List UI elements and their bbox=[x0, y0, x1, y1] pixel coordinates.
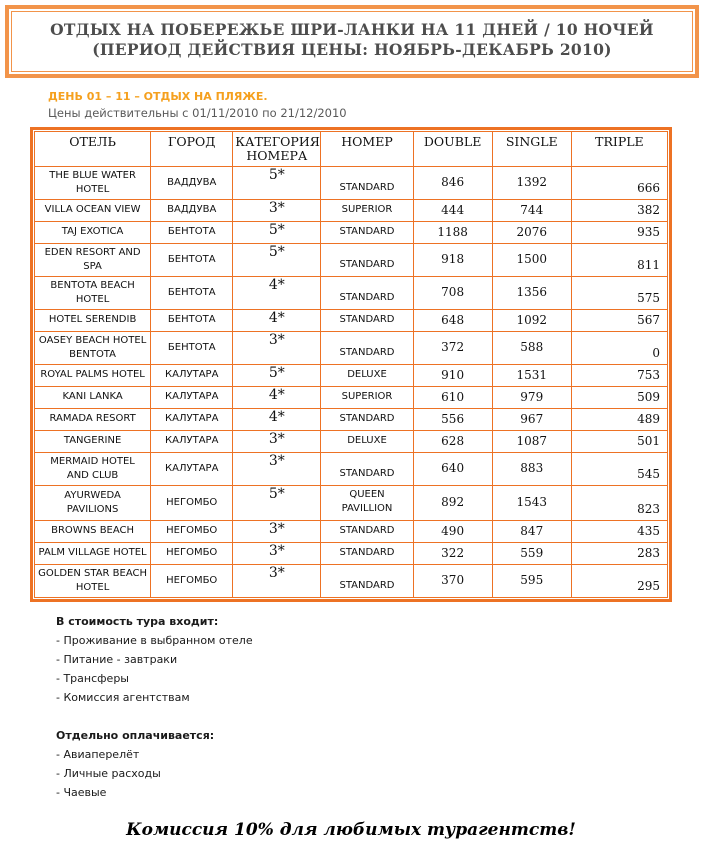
price-validity-text: Цены действительны с 01/11/2010 по 21/12/2010 bbox=[48, 105, 347, 120]
category-cell: 4* bbox=[233, 386, 321, 408]
single-price-cell: 1092 bbox=[492, 309, 571, 331]
table-row bbox=[35, 430, 668, 452]
paid-separately-item: - Чаевые bbox=[56, 785, 107, 799]
room-type-cell: STANDARD bbox=[321, 309, 413, 331]
single-price-cell: 883 bbox=[492, 452, 571, 485]
table-header-row bbox=[35, 131, 668, 166]
table-row bbox=[35, 542, 668, 564]
category-cell: 5* bbox=[233, 243, 321, 276]
room-type-cell: QUEEN PAVILLION bbox=[321, 485, 413, 520]
room-type-cell: STANDARD bbox=[321, 331, 413, 364]
city-cell: БЕНТОТА bbox=[151, 276, 233, 309]
hotel-name-cell: PALM VILLAGE HOTEL bbox=[35, 542, 151, 564]
hotel-name-cell: EDEN RESORT AND SPA bbox=[35, 243, 151, 276]
category-cell: 3* bbox=[233, 199, 321, 221]
hotel-name-cell: ROYAL PALMS HOTEL bbox=[35, 364, 151, 386]
paid-separately-item: - Авиаперелёт bbox=[56, 747, 140, 761]
hotel-name-cell: HOTEL SERENDIB bbox=[35, 309, 151, 331]
single-price-cell: 967 bbox=[492, 408, 571, 430]
table-row bbox=[35, 166, 668, 199]
title-box bbox=[5, 5, 699, 78]
hotel-name-cell: BROWNS BEACH bbox=[35, 520, 151, 542]
table-row bbox=[35, 485, 668, 520]
double-price-cell: 640 bbox=[413, 452, 492, 485]
double-price-cell: 490 bbox=[413, 520, 492, 542]
room-type-cell: SUPERIOR bbox=[321, 199, 413, 221]
double-price-cell: 556 bbox=[413, 408, 492, 430]
single-price-cell: 1392 bbox=[492, 166, 571, 199]
hotel-name-cell: GOLDEN STAR BEACH HOTEL bbox=[35, 564, 151, 597]
single-price-cell: 979 bbox=[492, 386, 571, 408]
triple-price-cell: 295 bbox=[571, 564, 667, 597]
table-row bbox=[35, 309, 668, 331]
triple-price-cell: 567 bbox=[571, 309, 667, 331]
city-cell: КАЛУТАРА bbox=[151, 386, 233, 408]
city-cell: КАЛУТАРА bbox=[151, 364, 233, 386]
single-price-cell: 744 bbox=[492, 199, 571, 221]
room-type-cell: STANDARD bbox=[321, 166, 413, 199]
triple-price-cell: 545 bbox=[571, 452, 667, 485]
table-row bbox=[35, 199, 668, 221]
triple-price-cell: 753 bbox=[571, 364, 667, 386]
hotel-name-cell: TANGERINE bbox=[35, 430, 151, 452]
day-subtitle: ДЕНЬ 01 – 11 – ОТДЫХ НА ПЛЯЖЕ. bbox=[48, 89, 268, 103]
category-cell: 5* bbox=[233, 221, 321, 243]
room-type-cell: STANDARD bbox=[321, 276, 413, 309]
hotel-name-cell: KANI LANKA bbox=[35, 386, 151, 408]
room-type-cell: STANDARD bbox=[321, 542, 413, 564]
single-price-cell: 588 bbox=[492, 331, 571, 364]
triple-price-cell: 283 bbox=[571, 542, 667, 564]
room-type-cell: DELUXE bbox=[321, 364, 413, 386]
included-item: - Питание - завтраки bbox=[56, 652, 178, 666]
triple-price-cell: 823 bbox=[571, 485, 667, 520]
included-section bbox=[56, 612, 704, 707]
category-cell: 3* bbox=[233, 452, 321, 485]
hotel-name-cell: MERMAID HOTEL AND CLUB bbox=[35, 452, 151, 485]
room-type-cell: STANDARD bbox=[321, 452, 413, 485]
hotel-name-cell: OASEY BEACH HOTEL BENTOTA bbox=[35, 331, 151, 364]
column-header-city: ГОРОД bbox=[151, 131, 233, 166]
commission-note: Комиссия 10% для любимых турагентств! bbox=[126, 819, 576, 840]
room-type-cell: STANDARD bbox=[321, 221, 413, 243]
hotel-name-cell: AYURWEDA PAVILIONS bbox=[35, 485, 151, 520]
double-price-cell: 910 bbox=[413, 364, 492, 386]
paid-separately-list bbox=[56, 745, 704, 802]
room-type-cell: SUPERIOR bbox=[321, 386, 413, 408]
table-row bbox=[35, 276, 668, 309]
triple-price-cell: 435 bbox=[571, 520, 667, 542]
column-header-room: НОМЕР bbox=[321, 131, 413, 166]
category-cell: 3* bbox=[233, 520, 321, 542]
single-price-cell: 1087 bbox=[492, 430, 571, 452]
category-cell: 4* bbox=[233, 276, 321, 309]
double-price-cell: 628 bbox=[413, 430, 492, 452]
column-header-category: КАТЕГОРИЯ НОМЕРА bbox=[233, 131, 321, 166]
double-price-cell: 610 bbox=[413, 386, 492, 408]
column-header-triple: TRIPLE bbox=[571, 131, 667, 166]
triple-price-cell: 501 bbox=[571, 430, 667, 452]
city-cell: НЕГОМБО bbox=[151, 485, 233, 520]
triple-price-cell: 489 bbox=[571, 408, 667, 430]
room-type-cell: STANDARD bbox=[321, 243, 413, 276]
column-header-hotel: ОТЕЛЬ bbox=[35, 131, 151, 166]
category-cell: 4* bbox=[233, 309, 321, 331]
paid-separately-section bbox=[56, 726, 704, 802]
city-cell: ВАДДУВА bbox=[151, 166, 233, 199]
table-row bbox=[35, 221, 668, 243]
triple-price-cell: 0 bbox=[571, 331, 667, 364]
included-item: - Комиссия агентствам bbox=[56, 690, 190, 704]
title-box-inner bbox=[11, 11, 693, 72]
included-section-title: В стоимость тура входит: bbox=[56, 614, 219, 628]
double-price-cell: 892 bbox=[413, 485, 492, 520]
hotel-name-cell: BENTOTA BEACH HOTEL bbox=[35, 276, 151, 309]
city-cell: НЕГОМБО bbox=[151, 520, 233, 542]
double-price-cell: 918 bbox=[413, 243, 492, 276]
document-page bbox=[0, 5, 704, 840]
category-cell: 3* bbox=[233, 542, 321, 564]
table-row bbox=[35, 331, 668, 364]
room-type-cell: STANDARD bbox=[321, 520, 413, 542]
double-price-cell: 846 bbox=[413, 166, 492, 199]
included-item: - Трансферы bbox=[56, 671, 129, 685]
table-row bbox=[35, 364, 668, 386]
category-cell: 3* bbox=[233, 430, 321, 452]
city-cell: БЕНТОТА bbox=[151, 331, 233, 364]
single-price-cell: 1500 bbox=[492, 243, 571, 276]
double-price-cell: 1188 bbox=[413, 221, 492, 243]
category-cell: 3* bbox=[233, 564, 321, 597]
double-price-cell: 372 bbox=[413, 331, 492, 364]
city-cell: КАЛУТАРА bbox=[151, 452, 233, 485]
paid-separately-item: - Личные расходы bbox=[56, 766, 161, 780]
room-type-cell: STANDARD bbox=[321, 408, 413, 430]
room-type-cell: STANDARD bbox=[321, 564, 413, 597]
hotel-table-body bbox=[35, 166, 668, 597]
table-row bbox=[35, 386, 668, 408]
city-cell: ВАДДУВА bbox=[151, 199, 233, 221]
double-price-cell: 370 bbox=[413, 564, 492, 597]
single-price-cell: 1356 bbox=[492, 276, 571, 309]
single-price-cell: 559 bbox=[492, 542, 571, 564]
triple-price-cell: 382 bbox=[571, 199, 667, 221]
single-price-cell: 2076 bbox=[492, 221, 571, 243]
included-list bbox=[56, 631, 704, 707]
single-price-cell: 1543 bbox=[492, 485, 571, 520]
hotel-price-table-frame bbox=[30, 127, 672, 602]
triple-price-cell: 811 bbox=[571, 243, 667, 276]
hotel-name-cell: THE BLUE WATER HOTEL bbox=[35, 166, 151, 199]
table-row bbox=[35, 564, 668, 597]
city-cell: КАЛУТАРА bbox=[151, 430, 233, 452]
column-header-single: SINGLE bbox=[492, 131, 571, 166]
triple-price-cell: 575 bbox=[571, 276, 667, 309]
city-cell: БЕНТОТА bbox=[151, 221, 233, 243]
column-header-double: DOUBLE bbox=[413, 131, 492, 166]
city-cell: БЕНТОТА bbox=[151, 243, 233, 276]
city-cell: НЕГОМБО bbox=[151, 564, 233, 597]
included-item: - Проживание в выбранном отеле bbox=[56, 633, 253, 647]
single-price-cell: 1531 bbox=[492, 364, 571, 386]
hotel-name-cell: VILLA OCEAN VIEW bbox=[35, 199, 151, 221]
page-title-line-1: ОТДЫХ НА ПОБЕРЕЖЬЕ ШРИ-ЛАНКИ НА 11 ДНЕЙ / 10 НОЧЕЙ bbox=[50, 20, 654, 39]
hotel-price-table bbox=[34, 131, 668, 598]
hotel-name-cell: TAJ EXOTICA bbox=[35, 221, 151, 243]
triple-price-cell: 935 bbox=[571, 221, 667, 243]
hotel-name-cell: RAMADA RESORT bbox=[35, 408, 151, 430]
double-price-cell: 648 bbox=[413, 309, 492, 331]
triple-price-cell: 666 bbox=[571, 166, 667, 199]
table-row bbox=[35, 452, 668, 485]
triple-price-cell: 509 bbox=[571, 386, 667, 408]
city-cell: НЕГОМБО bbox=[151, 542, 233, 564]
double-price-cell: 708 bbox=[413, 276, 492, 309]
double-price-cell: 444 bbox=[413, 199, 492, 221]
category-cell: 4* bbox=[233, 408, 321, 430]
single-price-cell: 847 bbox=[492, 520, 571, 542]
table-row bbox=[35, 408, 668, 430]
paid-separately-section-title: Отдельно оплачивается: bbox=[56, 728, 215, 742]
page-title-line-2: (ПЕРИОД ДЕЙСТВИЯ ЦЕНЫ: НОЯБРЬ-ДЕКАБРЬ 2010) bbox=[92, 40, 612, 60]
single-price-cell: 595 bbox=[492, 564, 571, 597]
category-cell: 5* bbox=[233, 364, 321, 386]
table-row bbox=[35, 243, 668, 276]
table-row bbox=[35, 520, 668, 542]
category-cell: 5* bbox=[233, 485, 321, 520]
city-cell: КАЛУТАРА bbox=[151, 408, 233, 430]
double-price-cell: 322 bbox=[413, 542, 492, 564]
category-cell: 5* bbox=[233, 166, 321, 199]
room-type-cell: DELUXE bbox=[321, 430, 413, 452]
category-cell: 3* bbox=[233, 331, 321, 364]
city-cell: БЕНТОТА bbox=[151, 309, 233, 331]
